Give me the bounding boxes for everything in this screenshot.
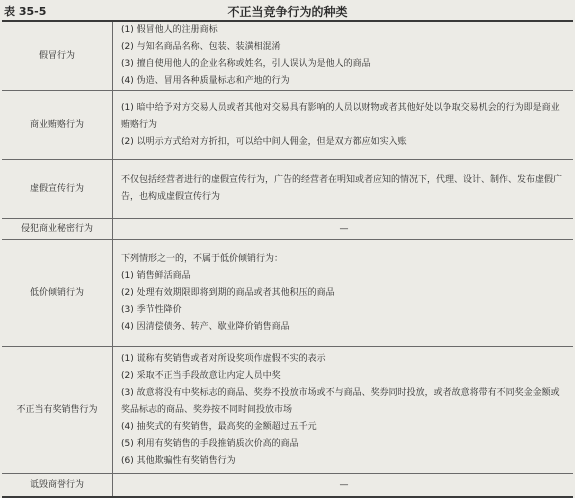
- row-description: [113, 347, 574, 474]
- table-title: 不正当竞争行为的种类: [227, 5, 348, 19]
- table-number: 表 35-5: [4, 5, 47, 18]
- list-item: (1) 暗中给予对方交易人员或者其他对交易具有影响的人员以财物或者其他好处以争取交易机会的行为即是商业贿赂行为: [121, 102, 560, 130]
- list-item: (5) 利用有奖销售的手段推销质次价高的商品: [121, 438, 299, 449]
- row-description: [113, 21, 574, 91]
- list-item: (6) 其他欺骗性有奖销售行为: [121, 455, 236, 466]
- list-item: (2) 与知名商品名称、包装、装潢相混淆: [121, 42, 281, 52]
- table-row: [2, 160, 573, 219]
- list-item: (1) 谎称有奖销售或者对所设奖项作虚假不实的表示: [121, 353, 326, 364]
- table-row: [2, 219, 573, 240]
- row-category: 不正当有奖销售行为: [2, 347, 113, 474]
- list-item: (2) 处理有效期限即将到期的商品或者其他积压的商品: [121, 287, 335, 298]
- list-item: 不仅包括经营者进行的虚假宣传行为，广告的经营者在明知或者应知的情况下，代理、设计、制作、发布虚假广告，也构成虚假宣传行为: [121, 175, 563, 202]
- list-item: (4) 伪造、冒用各种质量标志和产地的行为: [121, 76, 290, 86]
- row-description: [113, 91, 574, 160]
- row-category: 假冒行为: [2, 21, 113, 91]
- row-description: [113, 160, 574, 219]
- list-item: (2) 以明示方式给对方折扣，可以给中间人佣金，但是双方都应如实入账: [121, 136, 407, 147]
- list-item: (3) 故意将没有中奖标志的商品、奖券不投放市场或不与商品、奖券同时投放，或者故意将带有不同奖金金额或奖品标志的商品、奖券按不同时间投放市场: [121, 387, 560, 415]
- unfair-competition-table: [2, 20, 573, 498]
- row-category: 低价倾销行为: [2, 240, 113, 347]
- list-item: (2) 采取不正当手段故意让内定人员中奖: [121, 370, 281, 381]
- table-row: [2, 474, 573, 498]
- row-category: 诋毁商誉行为: [2, 474, 113, 498]
- list-item: (3) 季节性降价: [121, 304, 182, 315]
- row-category: 虚假宣传行为: [2, 160, 113, 219]
- list-item: 下列情形之一的，不属于低价倾销行为：: [121, 253, 284, 264]
- row-description: [113, 240, 574, 347]
- list-item: (1) 销售鲜活商品: [121, 270, 191, 281]
- table-row: [2, 347, 573, 474]
- table-row: [2, 91, 573, 160]
- list-item: (4) 抽奖式的有奖销售，最高奖的金额超过五千元: [121, 421, 317, 432]
- table-header: [0, 0, 575, 22]
- list-item: (3) 擅自使用他人的企业名称或姓名，引人误认为是他人的商品: [121, 59, 371, 69]
- table-row: [2, 21, 573, 91]
- row-dash: —: [113, 474, 574, 498]
- list-item: (1) 假冒他人的注册商标: [121, 25, 218, 35]
- table-row: [2, 240, 573, 347]
- row-category: 商业贿赂行为: [2, 91, 113, 160]
- list-item: (4) 因清偿债务、转产、歇业降价销售商品: [121, 321, 290, 332]
- row-category: 侵犯商业秘密行为: [2, 219, 113, 240]
- row-dash: —: [113, 219, 574, 240]
